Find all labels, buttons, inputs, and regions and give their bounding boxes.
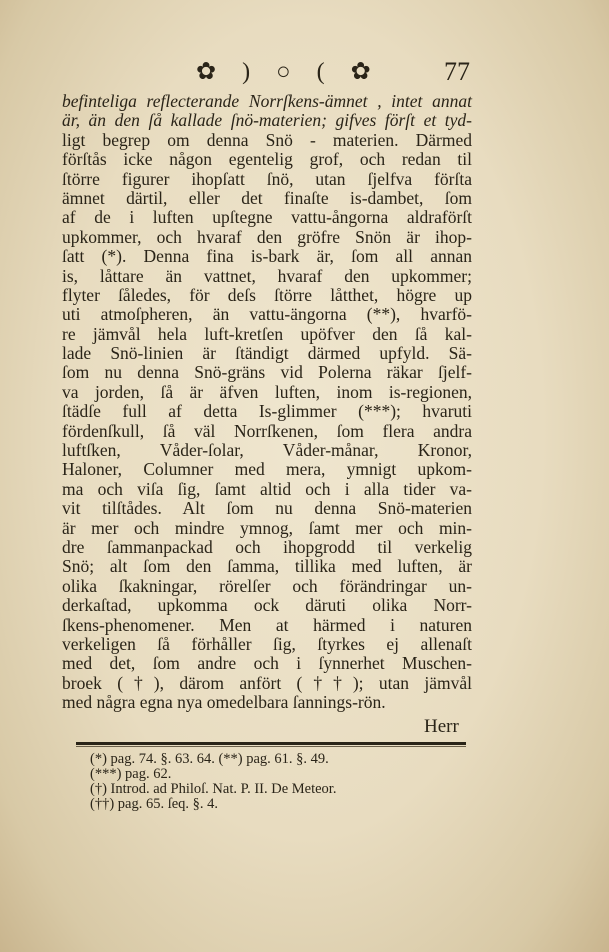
text-line: ſom nu denna Snö-gräns vid Polerna räkar ſjelf- [62, 362, 472, 383]
footnote: (***) pag. 62. [90, 766, 172, 782]
footnote-rule-thin [76, 746, 466, 747]
text-line: lade Snö-linien är ſtändigt därmed upfyld. Sä- [62, 343, 472, 364]
text-line: is, låttare än vattnet, hvaraf den upkommer; [62, 265, 472, 286]
text-line: befinteliga reflecterande Norrſkens-ämnet , intet annat [62, 91, 472, 111]
body-text [62, 92, 472, 713]
text-line: fördenſkull, ſå väl Norrſkenen, ſom flera andra [62, 420, 472, 441]
footnote: (†) Introd. ad Philoſ. Nat. P. II. De Meteor. [90, 781, 337, 797]
text-line: med några egna nya omedelbara ſannings-rön. [62, 692, 386, 713]
text-line: vit tilſtådes. Alt ſom nu denna Snö-materien [62, 498, 472, 519]
text-line: ſatt (*). Denna fina is-bark är, ſom all annan [62, 246, 472, 267]
text-line: af de i luften upſtegne vattu-ångorna aldraförſt [62, 207, 472, 228]
text-line: olika ſkakningar, rörelſer och förändringar un- [62, 575, 472, 596]
footnotes [90, 752, 336, 812]
text-line: uti atmoſpheren, än vattu-ängorna (**), hvarfö- [62, 304, 472, 325]
text-line: broek (†), därom anfört (††); utan jämvål [62, 672, 472, 693]
text-line: ämnet därtil, eller det finaſte is-dambet, ſom [62, 187, 472, 208]
text-line: ſtörre figurer ihopſatt ſnö, utan ſjelfva förſta [62, 168, 472, 189]
text-line: ſtädſe full af detta Is-glimmer (***); hvaruti [62, 401, 472, 422]
text-line: flyter ſåledes, för deſs ſtörre låtthet, högre up [62, 284, 472, 305]
text-line: derkaſtad, upkomma ock däruti olika Norr- [62, 595, 472, 616]
text-line: luftſken, Våder-ſolar, Våder-månar, Kronor, [62, 440, 472, 461]
text-line: Snö; alt ſom den ſamma, tillika med luften, är [62, 556, 472, 577]
text-line: är mer och mindre ymnog, ſamt mer och min- [62, 517, 472, 538]
text-line: va jorden, ſå är äfven luften, inom is-regionen, [62, 381, 472, 402]
text-line: re jämvål hela luft-kretſen upöfver den ſå kal- [62, 323, 472, 344]
text-line: förſtås icke någon egentelig grof, och redan til [62, 149, 472, 170]
text-line: verkeligen ſå förhåller ſig, ſtyrkes ej allenaſt [62, 633, 472, 654]
page-number: 77 [444, 57, 470, 86]
text-line: ma och viſa ſig, ſamt altid och i alla tider va- [62, 478, 472, 499]
header-ornament: ✿ ) ○ ( ✿ [196, 59, 381, 85]
footnote: (††) pag. 65. ſeq. §. 4. [90, 796, 219, 812]
catchword: Herr [424, 716, 459, 737]
text-line: är, än den ſå kallade ſnö-materien; gifves förſt et tyd- [62, 110, 472, 131]
page-header [0, 58, 609, 88]
text-line: med det, ſom andre och i ſynnerhet Muschen- [62, 653, 472, 674]
footnote: (*) pag. 74. §. 63. 64. (**) pag. 61. §. 49. [90, 751, 329, 767]
footnote-rule [76, 742, 466, 745]
text-line: ligt begrep om denna Snö - materien. Därmed [62, 129, 472, 150]
text-line: dre ſammanpackad och ihopgrodd til verkelig [62, 536, 472, 557]
text-line: upkommer, och hvaraf den gröfre Snön är ihop- [62, 226, 472, 247]
text-line: Haloner, Columner med mera, ymnigt upkom- [62, 459, 472, 480]
text-line: ſkens-phenomener. Men at härmed i naturen [62, 614, 472, 635]
